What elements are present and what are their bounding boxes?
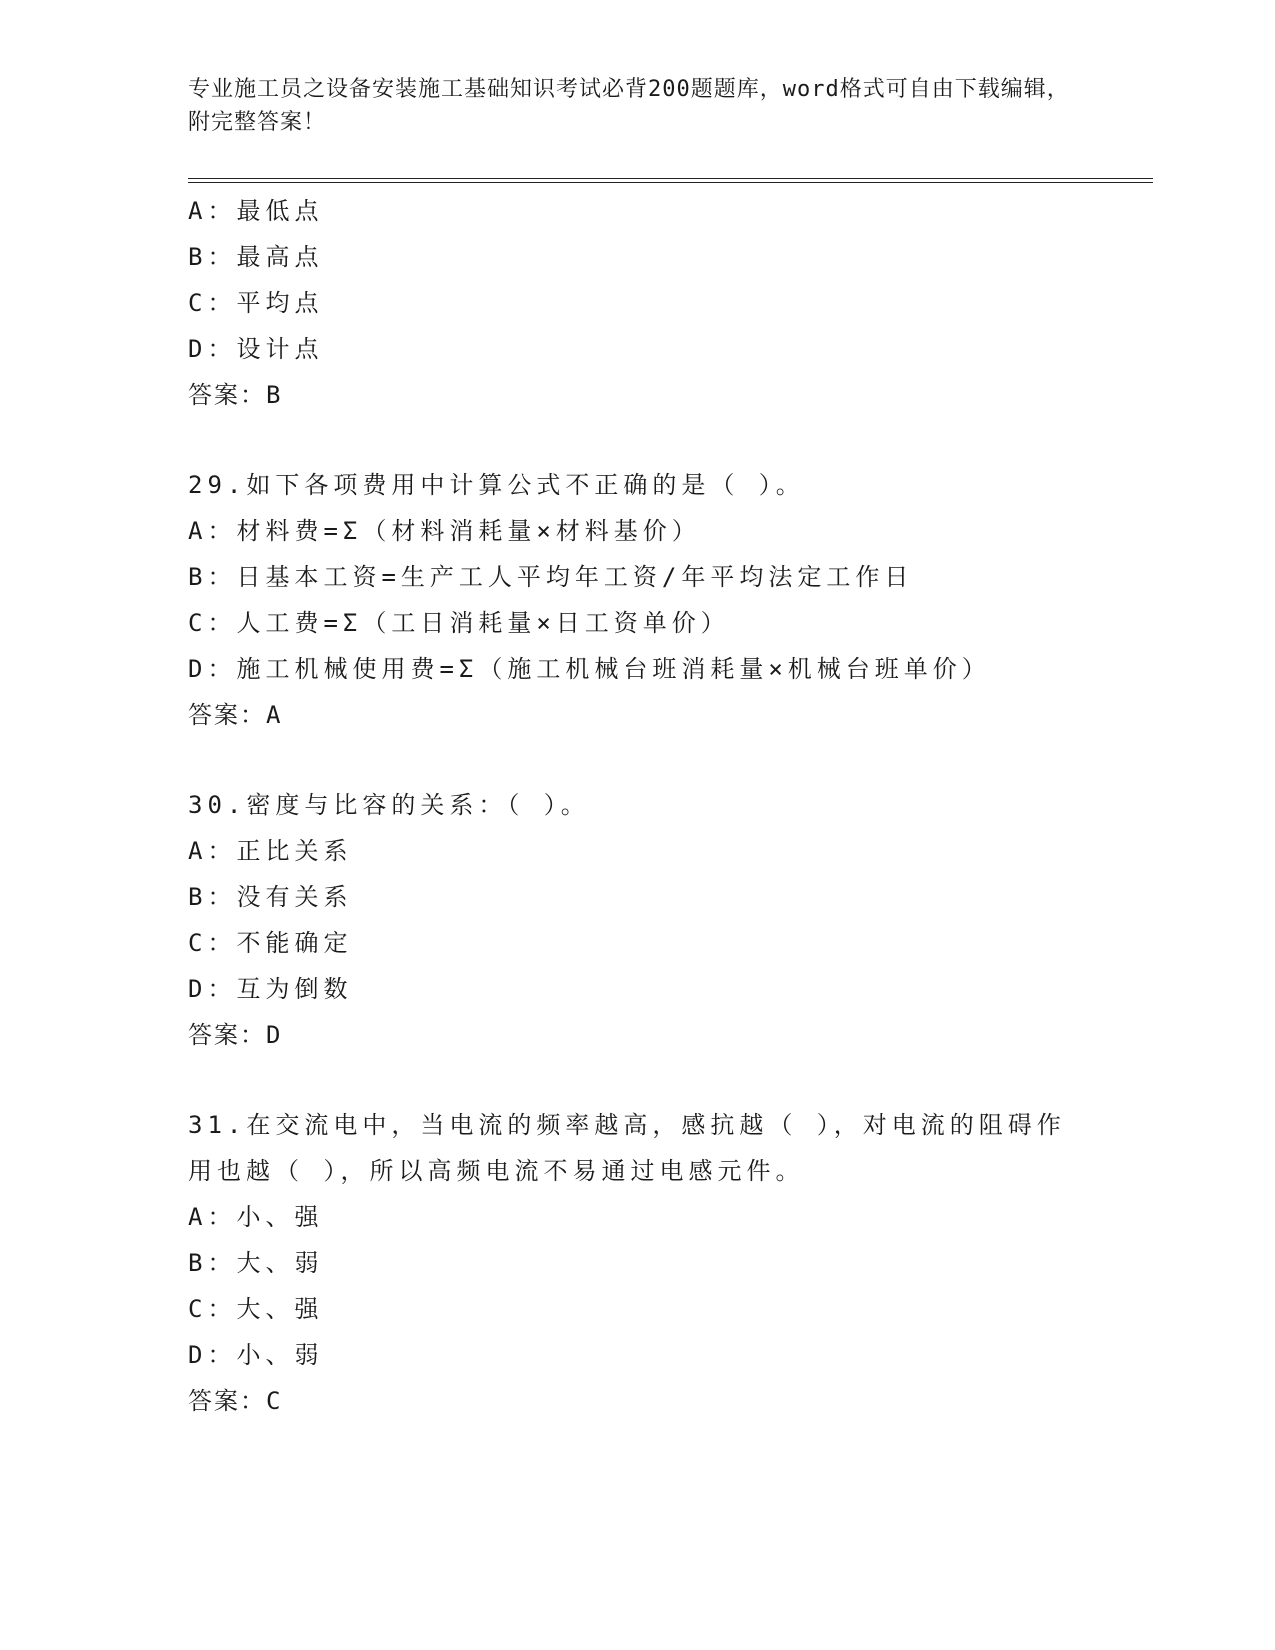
option-d: D：互为倒数 [188, 975, 353, 1003]
answer-label: 答案： [188, 701, 266, 729]
document-header: 专业施工员之设备安装施工基础知识考试必背200题题库，word格式可自由下载编辑，附完整答案！ [188, 77, 1070, 135]
option-c: C：平均点 [188, 289, 324, 317]
question-block-30 [188, 782, 1088, 1058]
answer-value: A [266, 701, 283, 729]
option-b: B：最高点 [188, 243, 324, 271]
question-block-28 [188, 188, 1088, 418]
answer-line [188, 372, 1088, 418]
option-a: A：小、强 [188, 1203, 324, 1231]
option-a: A：最低点 [188, 197, 324, 225]
answer-value: D [266, 1021, 283, 1049]
answer-line [188, 1012, 1088, 1058]
option-d: D：小、弱 [188, 1341, 324, 1369]
question-text: 31.在交流电中，当电流的频率越高，感抗越（ ），对电流的阻碍作用也越（ ），所以高频电流不易通过电感元件。 [188, 1111, 1066, 1185]
option-a: A：正比关系 [188, 837, 353, 865]
question-list [188, 188, 1088, 1468]
answer-value: B [266, 381, 283, 409]
answer-label: 答案： [188, 1021, 266, 1049]
option-d: D：设计点 [188, 335, 324, 363]
answer-label: 答案： [188, 381, 266, 409]
answer-line [188, 1378, 1088, 1424]
option-c: C：不能确定 [188, 929, 353, 957]
option-b: B：大、弱 [188, 1249, 324, 1277]
question-text: 30.密度与比容的关系：（ ）。 [188, 791, 590, 819]
header-divider-bottom [188, 182, 1153, 183]
option-b: B：日基本工资=生产工人平均年工资/年平均法定工作日 [188, 563, 914, 591]
option-c: C：人工费=Σ（工日消耗量×日工资单价） [188, 609, 730, 637]
option-c: C：大、强 [188, 1295, 324, 1323]
option-d: D：施工机械使用费=Σ（施工机械台班消耗量×机械台班单价） [188, 655, 991, 683]
question-text: 29.如下各项费用中计算公式不正确的是（ ）。 [188, 471, 805, 499]
question-block-29 [188, 462, 1088, 738]
answer-value: C [266, 1387, 283, 1415]
option-a: A：材料费=Σ（材料消耗量×材料基价） [188, 517, 701, 545]
answer-label: 答案： [188, 1387, 266, 1415]
question-block-31 [188, 1102, 1088, 1424]
option-b: B：没有关系 [188, 883, 353, 911]
header-divider-top [188, 178, 1153, 179]
answer-line [188, 692, 1088, 738]
